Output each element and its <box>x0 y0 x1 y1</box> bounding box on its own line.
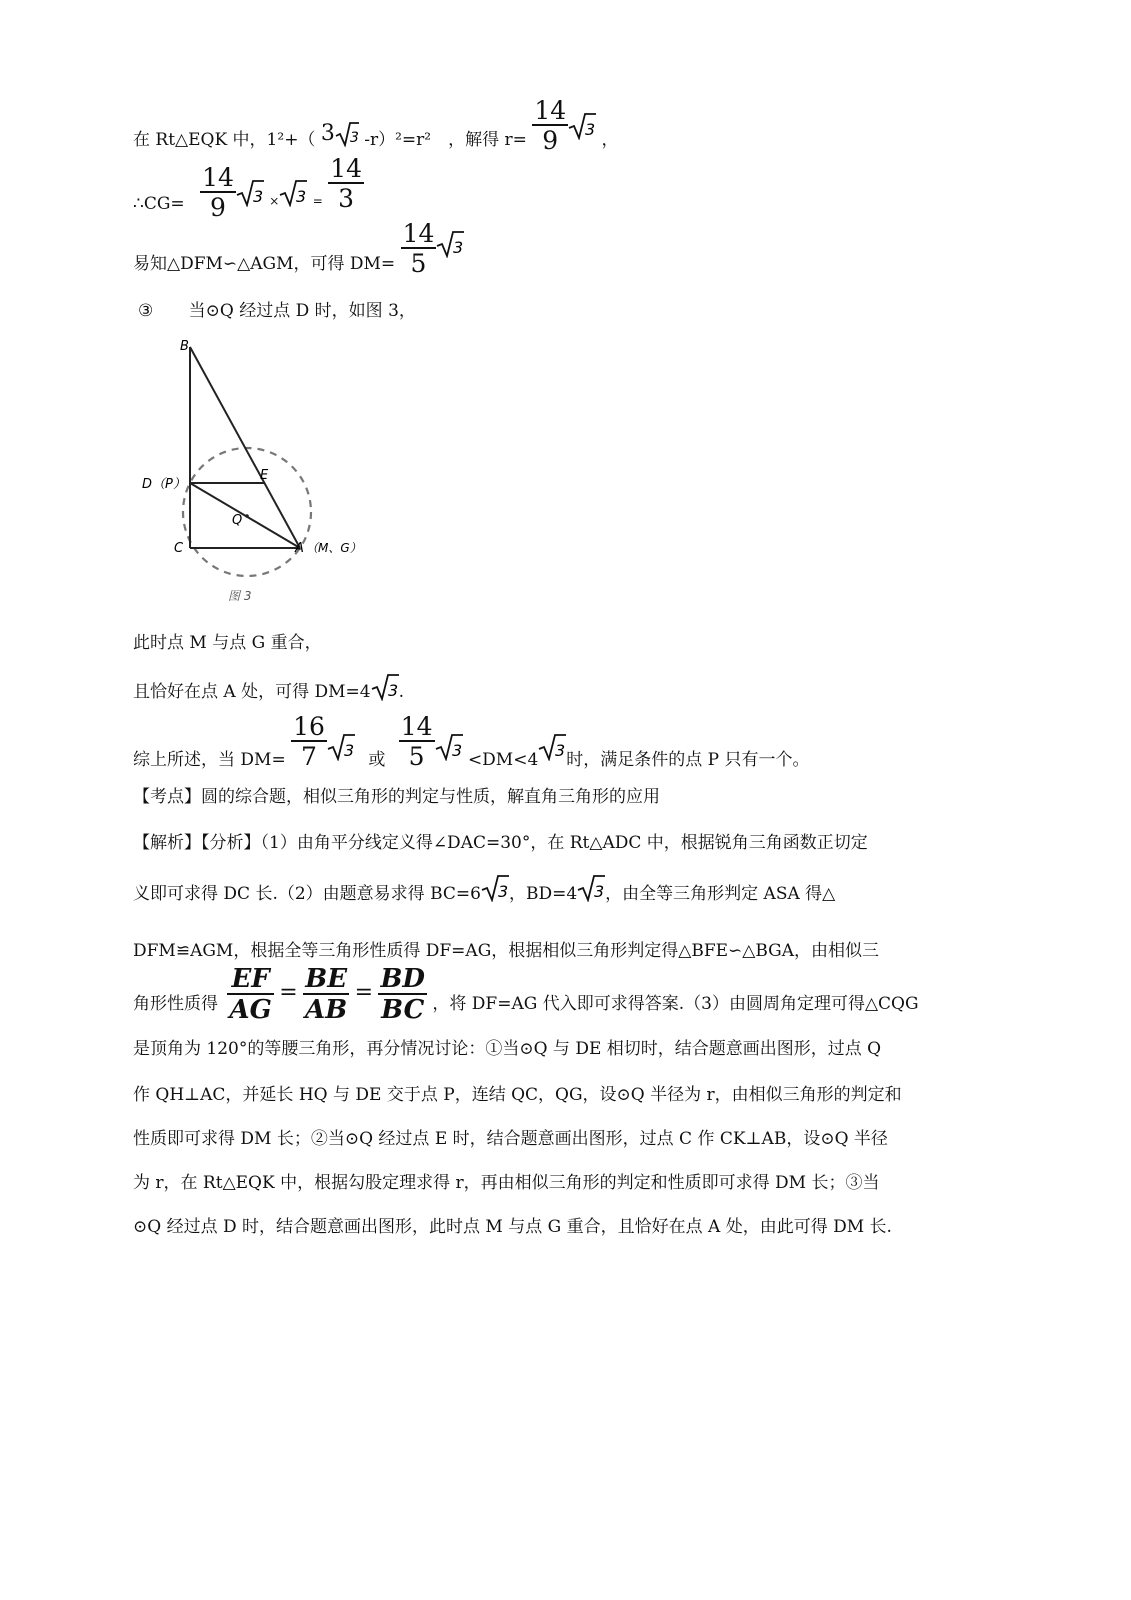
jiexi2-sqrt1-rad: 3 <box>497 881 509 901</box>
line-5: 此时点 M 与点 G 重合， <box>133 633 322 653</box>
jiexi2-sqrt2-rad: 3 <box>594 881 605 901</box>
fraction-ef-ag <box>227 966 273 1023</box>
line7-end: 时，满足条件的点 P 只有一个。 <box>566 750 810 770</box>
line1-mid: -r）²=r² ，解得 r= <box>364 130 527 150</box>
jiexi2-mid: ，BD=4 <box>508 884 578 904</box>
label-d-p: D（P） <box>142 477 186 492</box>
sqrt-symbol-icon <box>327 733 355 761</box>
sqrt-symbol-icon <box>568 112 596 140</box>
line6-end: . <box>398 682 404 702</box>
label-a: A <box>295 541 304 556</box>
line7-mid: <DM<4 <box>467 750 539 770</box>
case-3-heading <box>138 296 416 321</box>
fraction-bd-bc-numerator: BD <box>380 964 425 994</box>
label-b: B <box>180 339 189 354</box>
sqrt-symbol-icon <box>481 874 509 902</box>
jiexi2-prefix: 义即可求得 DC 长.（2）由题意易求得 BC=6 <box>133 884 481 904</box>
times-sign: × <box>269 194 280 208</box>
jiexi-line-2 <box>133 874 835 914</box>
fraction-r-denominator: 9 <box>542 126 559 155</box>
summary-line <box>133 712 810 776</box>
segment-ba <box>190 347 300 548</box>
label-c: C <box>174 541 184 556</box>
figure-caption: 图 3 <box>228 589 252 603</box>
fraction-dm-numerator: 14 <box>402 219 435 248</box>
fraction-bd-bc <box>378 966 427 1023</box>
equation-line-1 <box>133 96 619 170</box>
line3-prefix: 易知△DFM∽△AGM，可得 DM= <box>133 254 396 274</box>
line7-sqrt3-rad: 3 <box>555 740 566 760</box>
fraction-ef-ag-numerator: EF <box>227 966 273 995</box>
sqrt-symbol-icon <box>335 121 359 147</box>
line7-prefix: 综上所述，当 DM= <box>133 750 286 770</box>
jiexi-line-7: 性质即可求得 DM 长；②当⊙Q 经过点 E 时，结合题意画出图形，过点 C 作 CK⊥AB，设⊙Q 半径 <box>133 1129 888 1149</box>
label-e: E <box>260 468 269 483</box>
or-word: 或 <box>368 750 386 770</box>
fraction-16-7 <box>291 714 327 769</box>
dashed-circle-q <box>183 448 311 576</box>
jiexi-line-8: 为 r，在 Rt△EQK 中，根据勾股定理求得 r，再由相似三角形的判定和性质即可求得 DM 长；③当 <box>133 1173 880 1193</box>
equation-line-3 <box>133 219 464 282</box>
fraction-result <box>328 156 364 211</box>
fraction-result-denominator: 3 <box>338 184 355 213</box>
line2-sqrt2-rad: 3 <box>296 186 307 206</box>
fraction-be-ab-numerator: BE <box>303 966 349 995</box>
segment-da <box>190 483 300 548</box>
equation-line-2 <box>133 154 364 222</box>
fraction-bd-bc-denominator: BC <box>381 995 425 1025</box>
line6-prefix: 且恰好在点 A 处，可得 DM=4 <box>133 682 371 702</box>
jiexi4-prefix: 角形性质得 <box>133 994 218 1014</box>
fraction-ef-ag-denominator: AG <box>229 995 272 1025</box>
circled-three: ③ <box>138 301 154 321</box>
line1-end: ， <box>601 130 619 150</box>
sqrt-symbol-icon <box>435 733 463 761</box>
fraction-16-7-denominator: 7 <box>301 742 317 771</box>
fraction-14-5-denominator: 5 <box>408 742 425 771</box>
fraction-dm <box>401 221 437 276</box>
sqrt-symbol-icon <box>538 733 566 761</box>
fraction-be-ab-denominator: AB <box>305 995 348 1025</box>
line6-sqrt-rad: 3 <box>387 680 398 700</box>
equals-1: = <box>279 980 298 1005</box>
jiexi4-end: ，将 DF=AG 代入即可求得答案.（3）由圆周角定理可得△CQG <box>432 994 919 1014</box>
sqrt-symbol-icon <box>436 230 464 258</box>
line1-sqrt-rad: 3 <box>349 129 359 146</box>
line1-coef: 3 <box>320 120 335 146</box>
jiexi2-end: ，由全等三角形判定 ASA 得△ <box>605 884 836 904</box>
line2-sqrt-rad: 3 <box>252 186 264 206</box>
sqrt-symbol-icon <box>371 673 399 701</box>
case-3-text: 当⊙Q 经过点 D 时，如图 3， <box>188 301 416 321</box>
equals-sign: = <box>312 194 323 208</box>
equals-2: = <box>354 980 374 1005</box>
point-q <box>245 514 249 518</box>
sqrt-symbol-icon <box>236 179 264 207</box>
jiexi-line-9: ⊙Q 经过点 D 时，结合题意画出图形，此时点 M 与点 G 重合，且恰好在点 A 处，由此可得 DM 长. <box>133 1217 892 1237</box>
jiexi-line-1: 【解析】【分析】（1）由角平分线定义得∠DAC=30°，在 Rt△ADC 中，根据锐角三角函数正切定 <box>133 833 868 853</box>
fraction-result-numerator: 14 <box>330 154 363 183</box>
fraction-r-numerator: 14 <box>534 96 567 125</box>
kaodian-line: 【考点】圆的综合题，相似三角形的判定与性质，解直角三角形的应用 <box>133 787 660 807</box>
label-m-g: （M、G） <box>306 541 362 555</box>
line1-prefix: 在 Rt△EQK 中，1²+（ <box>133 130 316 150</box>
line7-sqrt1-rad: 3 <box>343 740 355 760</box>
fraction-r <box>532 98 568 153</box>
fraction-dm-denominator: 5 <box>410 249 427 278</box>
fraction-be-ab <box>303 966 349 1023</box>
fraction-14-5-numerator: 14 <box>400 712 433 741</box>
jiexi-line-4 <box>133 958 919 1028</box>
label-q: Q <box>232 513 243 528</box>
fraction-16-7-numerator: 16 <box>293 712 325 741</box>
jiexi-line-5: 是顶角为 120°的等腰三角形，再分情况讨论：①当⊙Q 与 DE 相切时，结合题意画出图形，过点 Q <box>133 1039 882 1059</box>
sqrt-symbol-icon <box>577 874 605 902</box>
line1-sqrt2-rad: 3 <box>585 119 596 139</box>
sqrt-symbol-icon <box>279 179 307 207</box>
line-6 <box>133 672 404 712</box>
figure-3 <box>130 330 390 610</box>
fraction-cg-denominator: 9 <box>210 193 226 222</box>
fraction-cg-numerator: 14 <box>202 163 234 192</box>
jiexi-line-3: DFM≌AGM，根据全等三角形性质得 DF=AG，根据相似三角形判定得△BFE∽△BGA，由相似三 <box>133 941 880 961</box>
fraction-14-5 <box>399 714 435 769</box>
fraction-cg <box>200 165 236 220</box>
line7-sqrt2-rad: 3 <box>451 740 462 760</box>
jiexi-line-6: 作 QH⊥AC，并延长 HQ 与 DE 交于点 P，连结 QC，QG，设⊙Q 半径为 r，由相似三角形的判定和 <box>133 1085 902 1105</box>
line2-prefix: ∴CG= <box>133 194 185 214</box>
line3-sqrt-rad: 3 <box>453 237 464 257</box>
